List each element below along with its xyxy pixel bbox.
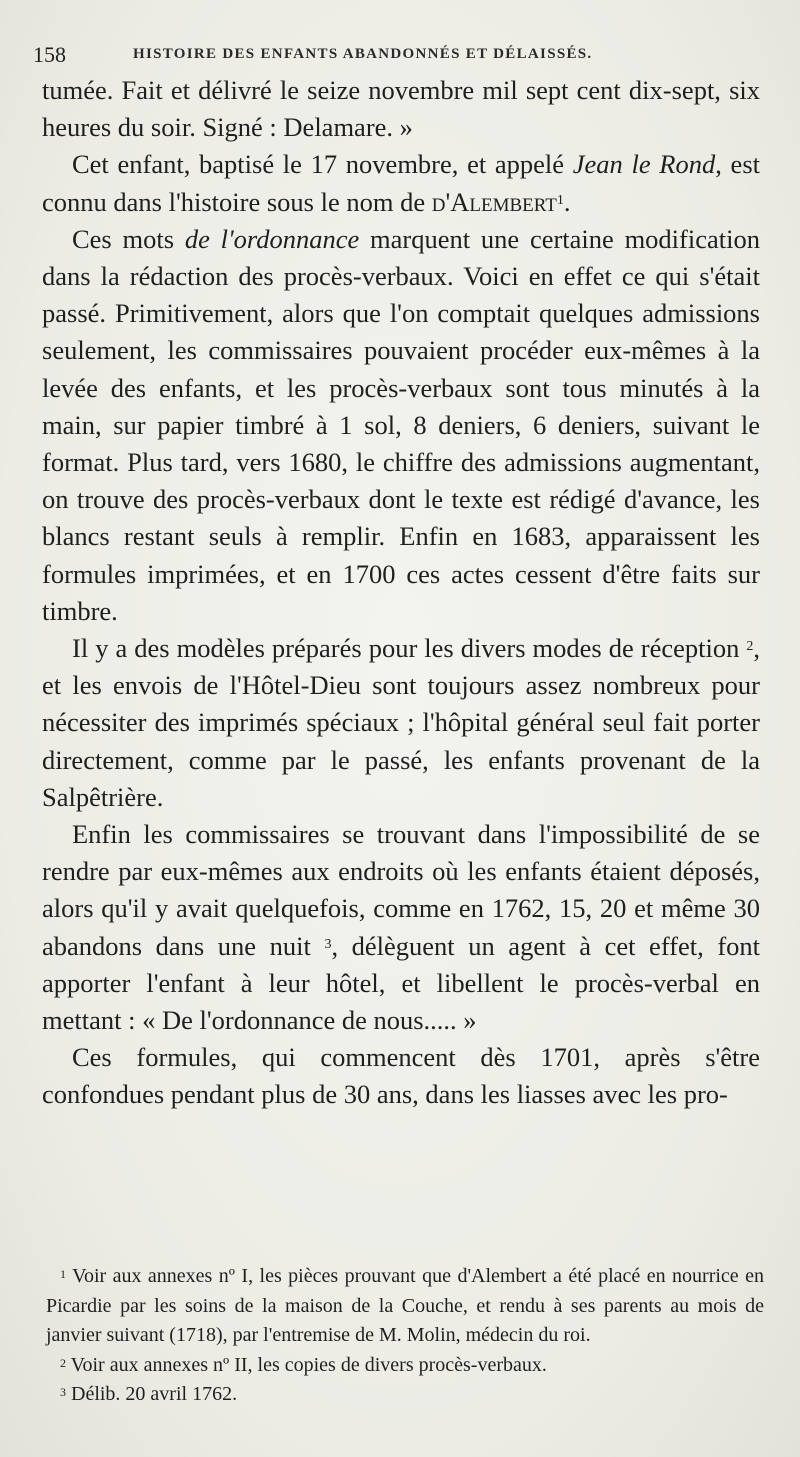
- paragraph-1: tumée. Fait et délivré le seize novembre mil sept cent dix-sept, six heures du soir. Signé : Delamare. »: [42, 75, 760, 143]
- paragraph-2: Cet enfant, baptisé le 17 novembre, et appelé Jean le Rond, est connu dans l'histoire sous le nom de d'Alembert$^1$.: [42, 149, 760, 217]
- paragraph-6: Ces formules, qui commencent dès 1701, après s'être confondues pendant plus de 30 ans, dans les liasses avec les pro-: [42, 1042, 760, 1110]
- page-header: [33, 42, 765, 72]
- emphasis-de-lordonnance: de l'ordonnance: [184, 223, 360, 254]
- footnote-mark: 2: [60, 1355, 66, 1370]
- footnote-ref-1: 1: [556, 192, 564, 208]
- paragraph-5: Enfin les commissaires se trouvant dans l'impossibilité de se rendre par eux-mêmes aux endroits où les enfants étaient déposés, alors qu'il y avait quelquefois, comme en 1762, 15, 20 et même 30 abandons dans une nuit $^3$, délèguent un agent à cet effet, font apporter l'enfant à leur hôtel, et libellent le procès-verbal en mettant : « De l'ordonnance de nous..... »: [42, 819, 761, 1036]
- footnote-ref-3: 3: [324, 936, 332, 952]
- paragraph-3: Ces mots de l'ordonnance marquent une certaine modification dans la rédaction des procès-verbaux. Voici en effet ce qui s'était passé. Primitivement, alors que l'on comptait quelques admissions seulement, les commissaires pouvaient procéder eux-mêmes à la levée des enfants, et les procès-verbaux sont tous minutés à la main, sur papier timbré à 1 sol, 8 deniers, 6 deniers, suivant le format. Plus tard, vers 1680, le chiffre des admissions augmentant, on trouve des procès-verbaux dont le texte est rédigé d'avance, les blancs restant seuls à remplir. Enfin en 1683, apparaissent les formules imprimées, et en 1700 ces actes cessent d'être faits sur timbre.: [42, 223, 760, 626]
- footnote-mark: 3: [60, 1385, 66, 1399]
- running-title: HISTOIRE DES ENFANTS ABANDONNÉS ET DÉLAISSÉS.: [133, 46, 593, 62]
- footnote-ref-2: 2: [746, 639, 754, 655]
- emphasis-jean-le-rond: Jean le Rond: [572, 149, 716, 180]
- footnote-mark: 1: [60, 1267, 66, 1281]
- footnote-1: $^1$ Voir aux annexes nº I, les pièces prouvant que d'Alembert a été placé en nourrice en Picardie par les soins de la maison de la Couche, et rendu à ses parents au mois de janvier suivant (1718), par l'entremise de M. Molin, médecin du roi.: [46, 1265, 764, 1346]
- footnote-2: $^2$ Voir aux annexes nº II, les copies de divers procès-verbaux.: [60, 1353, 547, 1376]
- footnotes: [46, 1262, 764, 1410]
- main-text: [42, 72, 760, 1114]
- footnote-3: $^3$ Délib. 20 avril 1762.: [60, 1383, 238, 1405]
- name-dalembert: d'Alembert: [431, 186, 557, 217]
- paragraph-4: Il y a des modèles préparés pour les divers modes de réception $^2$, et les envois de l'Hôtel-Dieu sont toujours assez nombreux pour nécessiter des imprimés spéciaux ; l'hôpital général seul fait porter directement, comme par le passé, les enfants provenant de la Salpêtrière.: [42, 633, 760, 812]
- page-number: 158: [33, 42, 66, 67]
